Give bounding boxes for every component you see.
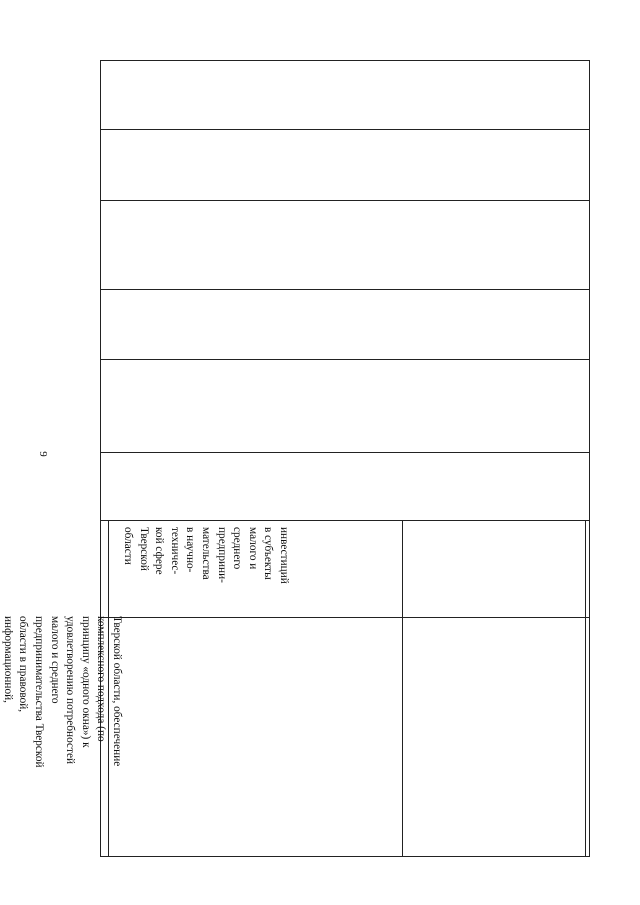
table-divider <box>100 617 590 618</box>
measure-description-text: Тверской области, обеспечение комплексного подхода (по принципу «одного окна») к удовлетворению потребностей малого и среднего предпринимательства Тверской области в правовой, информационной, <box>1 616 123 768</box>
table-column-divider <box>402 520 403 857</box>
table-divider <box>100 520 590 521</box>
table-divider <box>100 359 590 360</box>
table-divider <box>100 200 590 201</box>
table-inner-right-line <box>585 520 586 857</box>
page-number: 9 <box>37 451 49 457</box>
table-border-right <box>589 60 590 857</box>
table-border-top <box>100 60 590 61</box>
document-table <box>100 60 590 857</box>
table-divider <box>100 129 590 130</box>
indicator-text: инвестиций в субъекты малого и среднего предприни- мательства в научно- техничес- кой сфере Тверской области <box>122 527 290 584</box>
table-divider <box>100 452 590 453</box>
table-border-bottom <box>100 856 590 857</box>
table-divider <box>100 289 590 290</box>
